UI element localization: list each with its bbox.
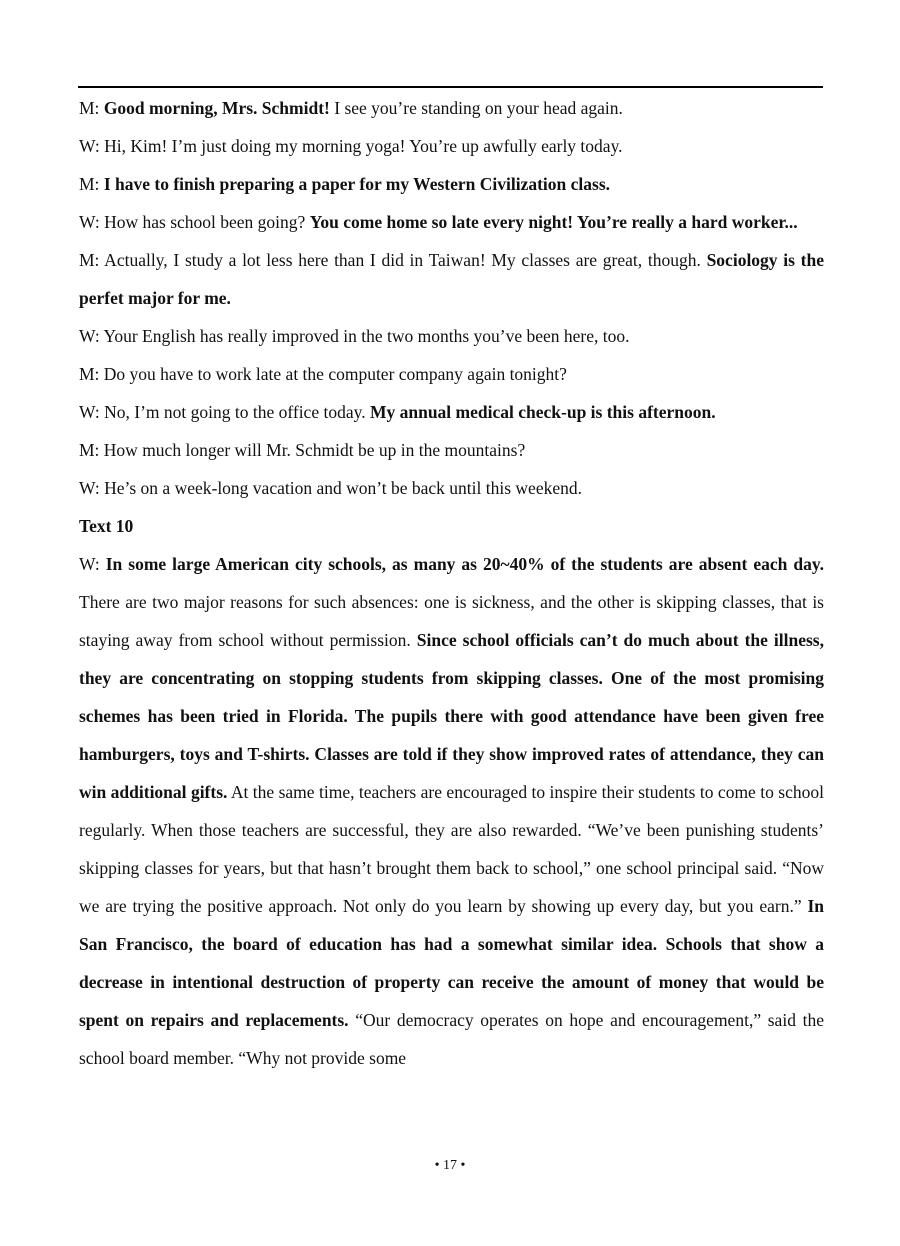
- page-content: [79, 89, 824, 1077]
- text-segment: At the same time, teachers are encouraged to inspire their students to come to school regularly. When those teachers are successful, they are also rewarded. “We’ve been punishing students’ skipping classes for years, but that hasn’t brought them back to school,” one school principal said. “Now we are trying the positive approach. Not only do you learn by showing up every day, but you earn.”: [79, 782, 824, 916]
- text-segment: W: Hi, Kim! I’m just doing my morning yoga! You’re up awfully early today.: [79, 136, 623, 156]
- bold-text-segment: In San Francisco, the board of education has had a somewhat similar idea. Schools that show a decrease in intentional destruction of property can receive the amount of money that would be spent on repairs and replacements.: [79, 896, 824, 1030]
- dialogue-line: [79, 203, 824, 241]
- bold-text-segment: Good morning, Mrs. Schmidt!: [103, 98, 330, 118]
- text-segment: W: Your English has really improved in the two months you’ve been here, too.: [79, 326, 630, 346]
- dialogue-line: [79, 241, 824, 317]
- bold-text-segment: You come home so late every night! You’re really a hard worker...: [309, 212, 798, 232]
- text-segment: W: No, I’m not going to the office today.: [79, 402, 370, 422]
- bold-text-segment: In some large American city schools, as many as 20~40% of the students are absent each day.: [105, 554, 824, 574]
- bold-text-segment: My annual medical check-up is this afternoon.: [369, 402, 716, 422]
- passage-paragraph: [79, 545, 824, 1077]
- dialogue-line: [79, 355, 824, 393]
- dialogue-line: [79, 127, 824, 165]
- bold-text-segment: I have to finish preparing a paper for my Western Civilization class.: [103, 174, 611, 194]
- dialogue-line: [79, 317, 824, 355]
- page-number: • 17 •: [434, 1158, 466, 1173]
- section-heading: Text 10: [79, 516, 134, 536]
- text-segment: M: Actually, I study a lot less here than I did in Taiwan! My classes are great, though.: [79, 250, 707, 270]
- text-segment: M: How much longer will Mr. Schmidt be up in the mountains?: [79, 440, 526, 460]
- bold-text-segment: Since school officials can’t do much about the illness, they are concentrating on stopping students from skipping classes. One of the most promising schemes has been tried in Florida. The pupils there with good attendance have been given free hamburgers, toys and T-shirts. Classes are told if they show improved rates of attendance, they can win additional gifts.: [79, 630, 824, 802]
- text-segment: There are two major reasons for such absences: one is sickness, and the other is skipping classes, that is staying away from school without permission.: [79, 592, 824, 650]
- text-segment: W:: [79, 554, 106, 574]
- dialogue-line: [79, 469, 824, 507]
- dialogue-line: [79, 165, 824, 203]
- text-segment: W: How has school been going?: [79, 212, 310, 232]
- bold-text-segment: Sociology is the perfet major for me.: [79, 250, 824, 308]
- top-rule: [78, 86, 823, 88]
- text-segment: M: Do you have to work late at the computer company again tonight?: [79, 364, 567, 384]
- dialogue-line: [79, 89, 824, 127]
- text-segment: M:: [79, 174, 104, 194]
- dialogue-line: [79, 393, 824, 431]
- text-segment: W: He’s on a week-long vacation and won’t be back until this weekend.: [79, 478, 582, 498]
- dialogue: [79, 89, 824, 507]
- text-segment: M:: [79, 98, 104, 118]
- dialogue-line: [79, 431, 824, 469]
- text-segment: I see you’re standing on your head again.: [329, 98, 623, 118]
- text-segment: “Our democracy operates on hope and encouragement,” said the school board member. “Why not provide some: [79, 1010, 824, 1068]
